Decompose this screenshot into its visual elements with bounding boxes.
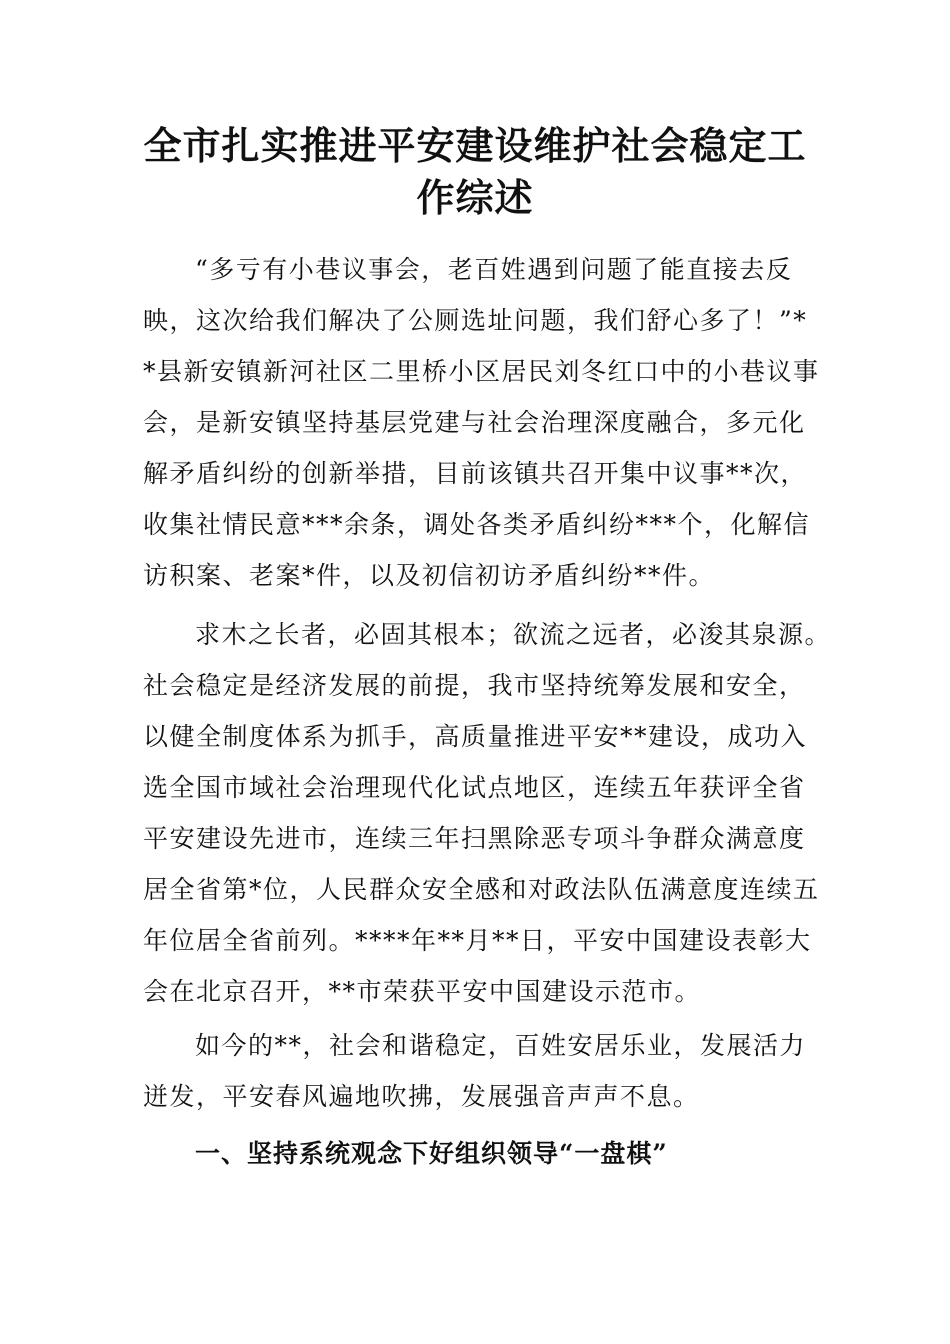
paragraph-line: 收集社情民意***余条，调处各类矛盾纠纷***个，化解信: [143, 510, 811, 539]
title-line-1: 全市扎实推进平安建设维护社会稳定工: [143, 123, 807, 168]
paragraph-2: [143, 609, 832, 1017]
paragraph-1: [143, 244, 820, 601]
paragraph-line: 平安建设先进市，连续三年扫黑除恶专项斗争群众满意度: [143, 824, 806, 853]
paragraph-line: 求木之长者，必固其根本；欲流之远者，必浚其泉源。: [195, 620, 832, 649]
paragraph-line: 迸发，平安春风遍地吹拂，发展强音声声不息。: [143, 1082, 700, 1111]
paragraph-line: 会在北京召开，**市荣获平安中国建设示范市。: [143, 977, 702, 1006]
paragraph-line: *县新安镇新河社区二里桥小区居民刘冬红口中的小巷议事: [143, 357, 820, 386]
paragraph-line: 访积案、老案*件，以及初信初访矛盾纠纷**件。: [143, 561, 716, 590]
paragraph-line: 选全国市域社会治理现代化试点地区，连续五年获评全省: [143, 773, 806, 802]
document-title: [140, 120, 810, 224]
paragraph-line: “多亏有小巷议事会，老百姓遇到问题了能直接去反: [195, 255, 793, 284]
paragraph-line: 社会稳定是经济发展的前提，我市坚持统筹发展和安全，: [143, 671, 806, 700]
paragraph-3: [143, 1020, 813, 1122]
title-line-2: 作综述: [416, 175, 534, 220]
paragraph-line: 如今的**，社会和谐稳定，百姓安居乐业，发展活力: [195, 1031, 807, 1060]
paragraph-line: 解矛盾纠纷的创新举措，目前该镇共召开集中议事**次，: [143, 459, 808, 488]
paragraph-line: 年位居全省前列。****年**月**日，平安中国建设表彰大: [143, 926, 812, 955]
paragraph-line: 以健全制度体系为抓手，高质量推进平安**建设，成功入: [143, 722, 808, 751]
paragraph-line: 映，这次给我们解决了公厕选址问题，我们舒心多了！”*: [143, 306, 808, 335]
section-heading: 一、坚持系统观念下好组织领导“一盘棋”: [195, 1139, 668, 1168]
paragraph-line: 会，是新安镇坚持基层党建与社会治理深度融合，多元化: [143, 408, 806, 437]
paragraph-line: 居全省第*位，人民群众安全感和对政法队伍满意度连续五: [143, 875, 820, 904]
